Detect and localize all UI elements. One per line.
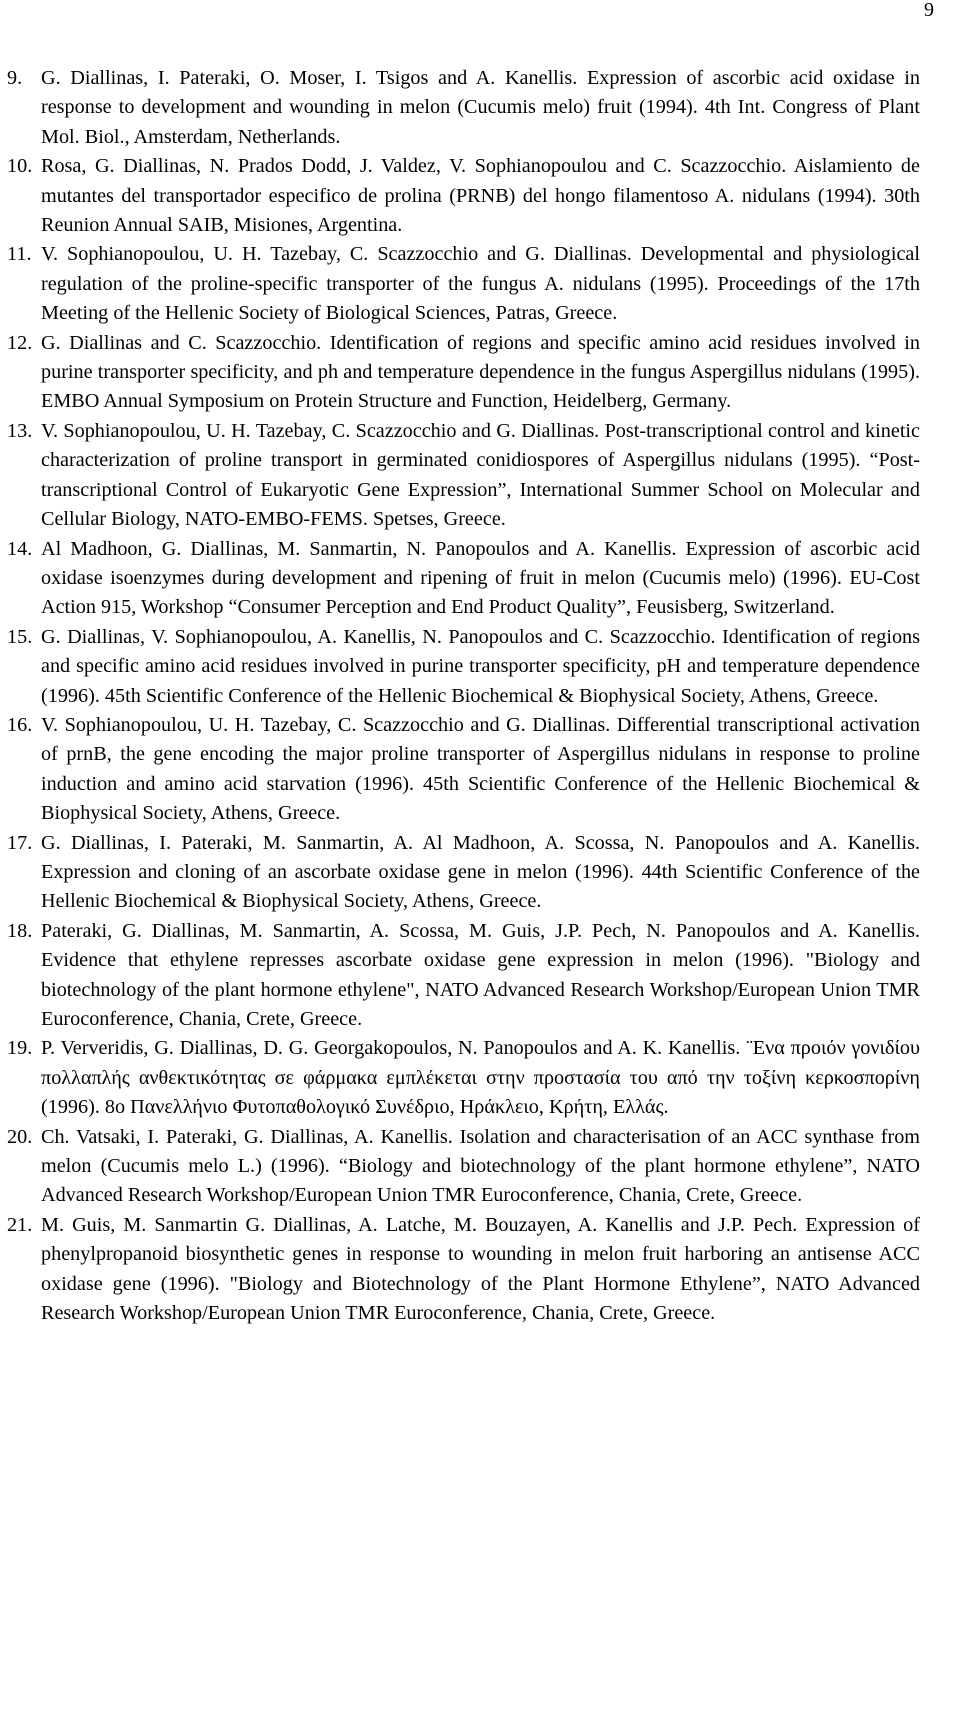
reference-number: 14. — [7, 537, 33, 560]
reference-text: G. Diallinas, I. Pateraki, M. Sanmartin, A. Al Madhoon, A. Scossa, N. Panopoulos and A. Kanellis. Expression and cloning of an ascorbate oxidase gene in melon (1996). 44th Scientific Conference of the Hellenic Biochemical & Biophysical Society, Athens, Greece. — [41, 831, 920, 913]
reference-text: G. Diallinas, V. Sophianopoulou, A. Kanellis, N. Panopoulos and C. Scazzocchio. Identification of regions and specific amino acid residues involved in purine transporter specificity, pH and temperature dependence (1996). 45th Scientific Conference of the Hellenic Biochemical & Biophysical Society, Athens, Greece. — [41, 625, 920, 707]
reference-text: V. Sophianopoulou, U. H. Tazebay, C. Scazzocchio and G. Diallinas. Differential transcriptional activation of prnB, the gene encoding the major proline transporter of Aspergillus nidulans in response to proline induction and amino acid starvation (1996). 45th Scientific Conference of the Hellenic Biochemical & Biophysical Society, Athens, Greece. — [41, 713, 920, 825]
reference-item-20 — [0, 1123, 960, 1211]
reference-item-11 — [0, 240, 960, 328]
reference-number: 20. — [7, 1125, 33, 1148]
reference-number: 17. — [7, 831, 33, 854]
reference-item-12 — [0, 329, 960, 417]
reference-text: M. Guis, M. Sanmartin G. Diallinas, A. Latche, M. Bouzayen, A. Kanellis and J.P. Pech. Expression of phenylpropanoid biosynthetic genes in response to wounding in melon fruit harboring an antisense ACC oxidase gene (1996). "Biology and Biotechnology of the Plant Hormone Ethylene”, NATO Advanced Research Workshop/European Union TMR Euroconference, Chania, Crete, Greece. — [41, 1213, 920, 1325]
reference-number: 10. — [7, 155, 33, 178]
reference-item-13 — [0, 417, 960, 535]
reference-list — [0, 64, 960, 1328]
reference-text: Rosa, G. Diallinas, N. Prados Dodd, J. Valdez, V. Sophianopoulou and C. Scazzocchio. Aislamiento de mutantes del transportador especifico de prolina (PRNB) del hongo filamentoso A. nidulans (1994). 30th Reunion Annual SAIB, Misiones, Argentina. — [41, 155, 920, 237]
reference-text: P. Ververidis, G. Diallinas, D. G. Georgakopoulos, N. Panopoulos and A. K. Kanellis. ¨Ενα προιόν γονιδίου πολλαπλής ανθεκτικότητας σε φάρμακα εμπλέκεται στην προστασία του από την τοξίνη κερκοσπορίνη (1996). 8ο Πανελλήνιο Φυτοπαθολογικό Συνέδριο, Ηράκλειο, Κρήτη, Ελλάς. — [41, 1037, 920, 1119]
reference-number: 18. — [7, 919, 33, 942]
reference-number: 19. — [7, 1037, 33, 1060]
reference-text: G. Diallinas and C. Scazzocchio. Identification of regions and specific amino acid residues involved in purine transporter specificity, and ph and temperature dependence in the fungus Aspergillus nidulans (1995). EMBO Annual Symposium on Protein Structure and Function, Heidelberg, Germany. — [41, 331, 920, 413]
reference-item-9 — [0, 64, 960, 152]
reference-number: 11. — [7, 243, 32, 266]
reference-text: V. Sophianopoulou, U. H. Tazebay, C. Scazzocchio and G. Diallinas. Developmental and physiological regulation of the proline-specific transporter of the fungus A. nidulans (1995). Proceedings of the 17th Meeting of the Hellenic Society of Biological Sciences, Patras, Greece. — [41, 243, 920, 325]
reference-number: 21. — [7, 1213, 33, 1236]
reference-item-14 — [0, 535, 960, 623]
reference-item-15 — [0, 623, 960, 711]
reference-text: V. Sophianopoulou, U. H. Tazebay, C. Scazzocchio and G. Diallinas. Post-transcriptional control and kinetic characterization of proline transport in germinated conidiospores of Aspergillus nidulans (1995). “Post-transcriptional Control of Eukaryotic Gene Expression”, International Summer School on Molecular and Cellular Biology, NATO-EMBO-FEMS. Spetses, Greece. — [41, 419, 920, 531]
reference-item-19 — [0, 1034, 960, 1122]
reference-number: 16. — [7, 713, 33, 736]
reference-number: 12. — [7, 331, 33, 354]
reference-number: 13. — [7, 419, 33, 442]
reference-item-18 — [0, 917, 960, 1035]
reference-text: G. Diallinas, I. Pateraki, O. Moser, I. Tsigos and A. Kanellis. Expression of ascorbic acid oxidase in response to development and wounding in melon (Cucumis melo) fruit (1994). 4th Int. Congress of Plant Mol. Biol., Amsterdam, Netherlands. — [41, 67, 920, 148]
reference-item-17 — [0, 829, 960, 917]
reference-item-21 — [0, 1211, 960, 1329]
reference-number: 9. — [7, 67, 23, 89]
reference-text: Al Madhoon, G. Diallinas, M. Sanmartin, N. Panopoulos and A. Kanellis. Expression of ascorbic acid oxidase isoenzymes during development and ripening of fruit in melon (Cucumis melo) (1996). EU-Cost Action 915, Workshop “Consumer Perception and End Product Quality”, Feusisberg, Switzerland. — [41, 537, 920, 619]
reference-number: 15. — [7, 625, 33, 648]
reference-item-16 — [0, 711, 960, 829]
page-number: 9 — [924, 0, 934, 21]
reference-text: Pateraki, G. Diallinas, M. Sanmartin, A. Scossa, M. Guis, J.P. Pech, N. Panopoulos and A. Kanellis. Evidence that ethylene represses ascorbate oxidase gene expression in melon (1996). "Biology and biotechnology of the plant hormone ethylene", NATO Advanced Research Workshop/European Union TMR Euroconference, Chania, Crete, Greece. — [41, 919, 920, 1030]
reference-text: Ch. Vatsaki, I. Pateraki, G. Diallinas, A. Kanellis. Isolation and characterisation of an ACC synthase from melon (Cucumis melo L.) (1996). “Biology and biotechnology of the plant hormone ethylene”, NATO Advanced Research Workshop/European Union TMR Euroconference, Chania, Crete, Greece. — [41, 1125, 920, 1207]
reference-item-10 — [0, 152, 960, 240]
